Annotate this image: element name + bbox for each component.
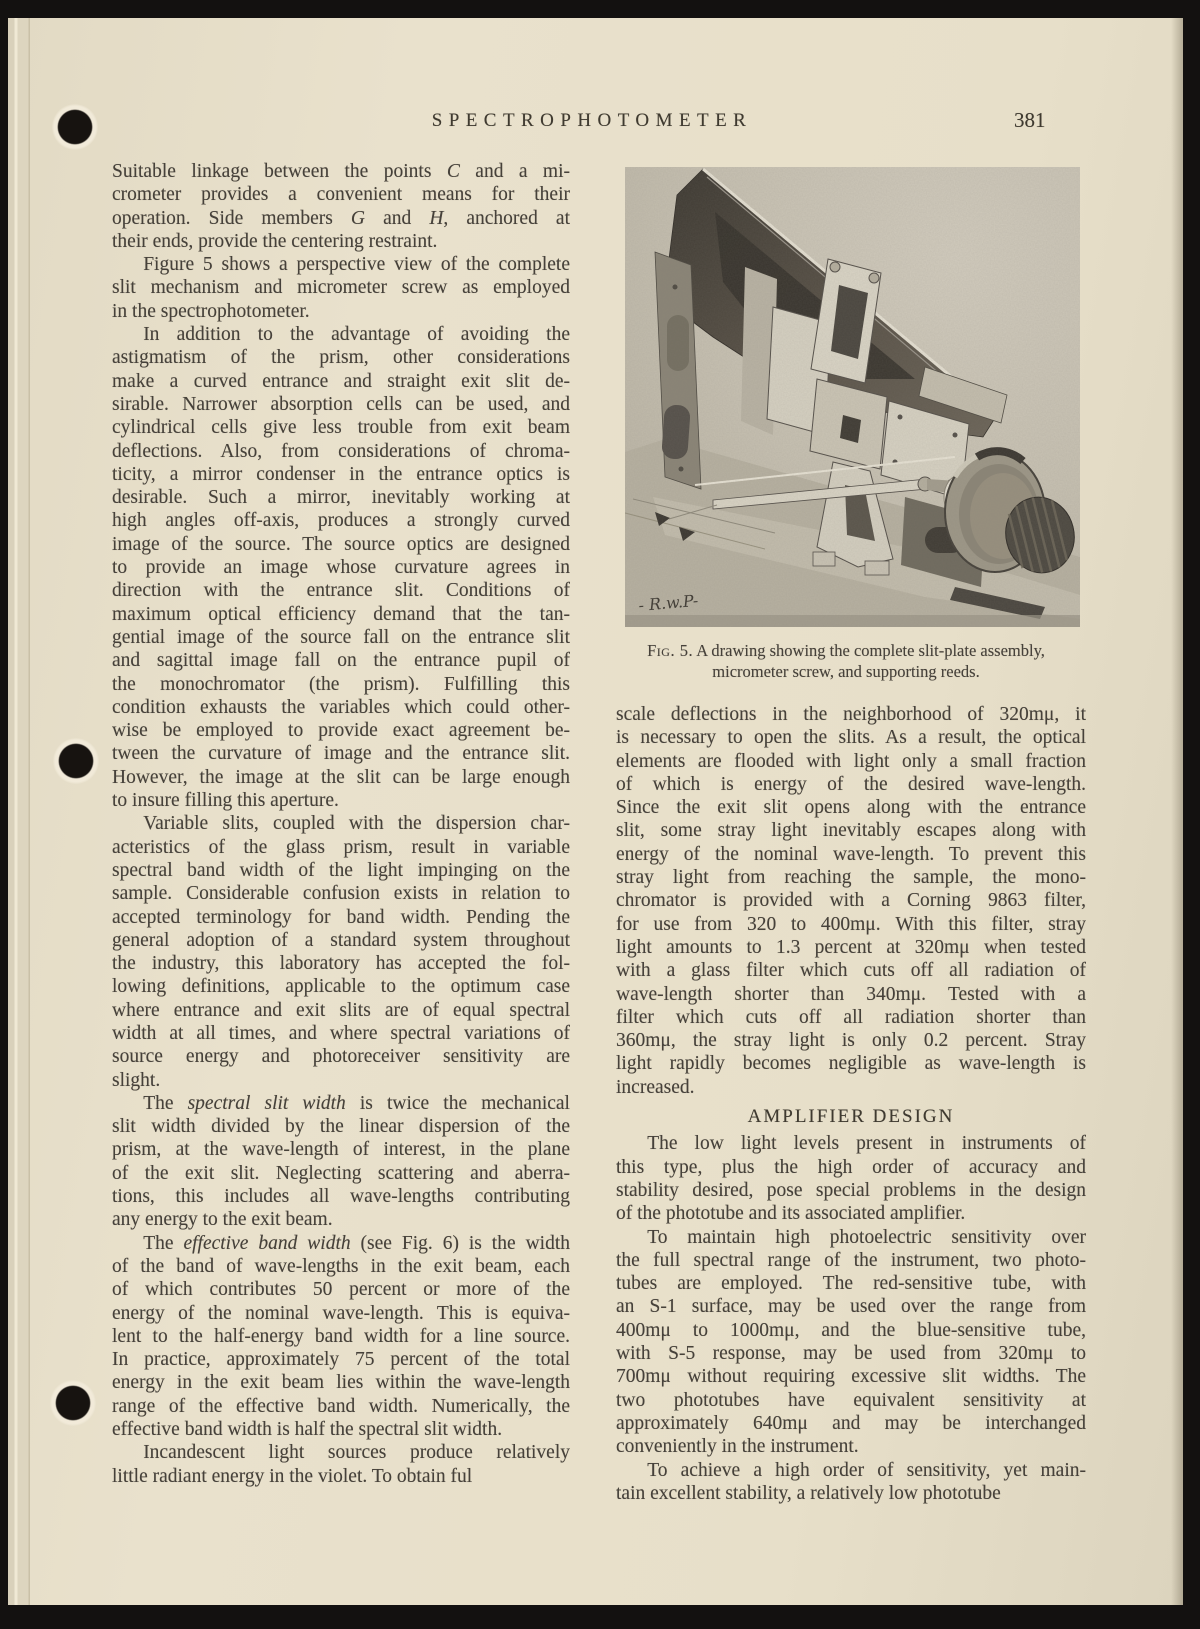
paragraph xyxy=(616,1459,1086,1506)
figure-illustration xyxy=(625,167,1080,627)
hole-punch xyxy=(50,1380,96,1426)
text-line: of the band of wave-lengths in the exit beam, each xyxy=(112,1255,570,1277)
text-line: tain excellent stability, a relatively low phototube xyxy=(616,1482,1001,1504)
text-line: scale deflections in the neighborhood of 320mμ, it xyxy=(616,704,1086,725)
text-line: gential image of the source fall on the entrance slit xyxy=(112,626,570,648)
paragraph xyxy=(112,323,570,812)
text-line: Variable slits, coupled with the dispersion char- xyxy=(143,813,570,835)
paragraph xyxy=(112,253,570,323)
text-line: In practice, approximately 75 percent of the total xyxy=(112,1349,570,1371)
text-line: 700mμ without requiring excessive slit widths. The xyxy=(616,1366,1086,1388)
text-line: width at all times, and where spectral variations of xyxy=(112,1022,570,1044)
text-line: accepted terminology for band width. Pending the xyxy=(112,906,570,928)
text-line: filter which cuts off all radiation shorter than xyxy=(616,1006,1086,1028)
text-line: range of the effective band width. Numerically, the xyxy=(112,1395,570,1417)
text-line: deflections. Also, from considerations of chroma- xyxy=(112,440,570,462)
paragraph xyxy=(112,1232,570,1442)
paragraph xyxy=(112,1441,570,1488)
text-line: cylindrical cells give less trouble from exit beam xyxy=(112,417,570,439)
text-line: crometer provides a convenient means for their xyxy=(112,184,570,206)
right-text-column xyxy=(616,703,1086,1505)
text-line: increased. xyxy=(616,1076,695,1098)
page-number: 381 xyxy=(1014,108,1046,132)
text-line: acteristics of the glass prism, result in variable xyxy=(112,836,570,858)
text-line: effective band width is half the spectral slit width. xyxy=(112,1419,503,1441)
text-line: the monochromator (the prism). Fulfilling this xyxy=(112,673,570,695)
text-line: general adoption of a standard system throughout xyxy=(112,929,570,951)
text-line: To achieve a high order of sensitivity, yet main- xyxy=(647,1459,1086,1481)
text-line: Incandescent light sources produce relatively xyxy=(143,1442,570,1464)
text-line: energy of the nominal wave-length. This is equiva- xyxy=(112,1302,570,1324)
text-line: elements are flooded with light only a small fraction xyxy=(616,750,1086,772)
text-line: In addition to the advantage of avoiding the xyxy=(143,324,570,346)
text-line: chromator is provided with a Corning 9863 filter, xyxy=(616,890,1086,912)
section-heading: AMPLIFIER DESIGN xyxy=(747,1106,955,1128)
text-line: the full spectral range of the instrument, two photo- xyxy=(616,1249,1086,1271)
text-line: light rapidly becomes negligible as wave-length is xyxy=(616,1053,1086,1075)
text-line: The effective band width (see Fig. 6) is the width xyxy=(143,1232,570,1254)
running-head-title: SPECTROPHOTOMETER xyxy=(431,110,753,131)
text-line: of which contributes 50 percent or more of the xyxy=(112,1279,570,1301)
scanned-page xyxy=(8,18,1183,1605)
text-line: light amounts to 1.3 percent at 320mμ when tested xyxy=(616,936,1086,958)
text-line: direction with the entrance slit. Conditions of xyxy=(112,580,570,602)
text-line: this type, plus the high order of accuracy and xyxy=(616,1156,1086,1178)
text-line: with S-5 response, may be used from 320mμ to xyxy=(616,1343,1086,1365)
text-line: with a glass filter which cuts off all radiation of xyxy=(616,960,1086,982)
text-line: is necessary to open the slits. As a result, the optical xyxy=(616,727,1086,749)
text-line: However, the image at the slit can be large enough xyxy=(112,766,570,788)
text-line: two phototubes have equivalent sensitivity at xyxy=(616,1389,1086,1411)
text-line: stray light from reaching the sample, the mono- xyxy=(616,867,1086,889)
text-line: tubes are employed. The red-sensitive tube, with xyxy=(616,1273,1086,1295)
text-line: spectral band width of the light impinging on the xyxy=(112,859,570,881)
text-line: prism, at the wave-length of interest, in the plane xyxy=(112,1139,570,1161)
text-line: wave-length shorter than 340mμ. Tested with a xyxy=(616,983,1086,1005)
text-line: little radiant energy in the violet. To obtain ful xyxy=(112,1465,473,1487)
figure-caption-line2: micrometer screw, and supporting reeds. xyxy=(712,662,980,681)
text-line: lent to the half-energy band width for a line source. xyxy=(112,1325,570,1347)
text-line: 400mμ to 1000mμ, and the blue-sensitive tube, xyxy=(616,1319,1086,1341)
text-line: Since the exit slit opens along with the entrance xyxy=(616,797,1086,819)
text-line: 360mμ, the stray light is only 0.2 percent. Stray xyxy=(616,1030,1086,1052)
hole-punch xyxy=(52,104,98,150)
figure-caption xyxy=(600,640,1092,682)
text-line: where entrance and exit slits are of equal spectral xyxy=(112,999,570,1021)
text-line: the industry, this laboratory has accepted the fol- xyxy=(112,953,570,975)
text-line: for use from 320 to 400mμ. With this filter, stray xyxy=(616,913,1086,935)
text-line: wise be employed to provide exact agreement be- xyxy=(112,720,570,742)
paragraph xyxy=(112,160,570,253)
text-line: operation. Side members G and H, anchored at xyxy=(112,207,570,229)
text-line: slit mechanism and micrometer screw as employed xyxy=(112,277,570,299)
text-line: image of the source. The source optics are designed xyxy=(112,533,570,555)
text-line: slit width divided by the linear dispersion of the xyxy=(112,1116,570,1138)
page-edge-shadow xyxy=(1171,18,1183,1605)
text-line: high angles off-axis, produces a strongly curved xyxy=(112,510,570,532)
text-line: astigmatism of the prism, other considerations xyxy=(112,347,570,369)
text-line: Suitable linkage between the points C and a mi- xyxy=(112,161,570,182)
text-line: slit, some stray light inevitably escapes along with xyxy=(616,820,1086,842)
binding-edge xyxy=(8,18,30,1605)
text-line: of which is energy of the desired wave-length. xyxy=(616,773,1086,795)
text-line: their ends, provide the centering restraint. xyxy=(112,230,438,252)
text-line: Figure 5 shows a perspective view of the complete xyxy=(143,254,570,276)
text-line: conveniently in the instrument. xyxy=(616,1436,859,1458)
hole-punch xyxy=(53,738,99,784)
text-line: condition exhausts the variables which could other- xyxy=(112,696,570,718)
text-line: any energy to the exit beam. xyxy=(112,1209,333,1231)
paragraph xyxy=(112,1092,570,1232)
text-line: energy of the nominal wave-length. To prevent this xyxy=(616,843,1086,865)
text-line: sirable. Narrower absorption cells can be used, and xyxy=(112,393,570,415)
left-text-column xyxy=(112,160,570,1488)
text-line: The low light levels present in instruments of xyxy=(647,1133,1086,1155)
paragraph xyxy=(616,703,1086,1099)
text-line: slight. xyxy=(112,1069,161,1091)
text-line: To maintain high photoelectric sensitivity over xyxy=(647,1226,1086,1248)
text-line: approximately 640mμ and may be interchanged xyxy=(616,1412,1086,1434)
text-line: ticity, a mirror condenser in the entrance optics is xyxy=(112,463,570,485)
figure-caption-line1: Fig. 5. A drawing showing the complete slit-plate assembly, xyxy=(647,641,1045,660)
text-line: tions, this includes all wave-lengths contributing xyxy=(112,1186,570,1208)
paragraph xyxy=(616,1226,1086,1459)
text-line: The spectral slit width is twice the mechanical xyxy=(143,1092,570,1114)
artist-signature: - R.w.P- xyxy=(637,590,699,615)
text-line: an S-1 surface, may be used over the range from xyxy=(616,1296,1086,1318)
text-line: to provide an image whose curvature agrees in xyxy=(112,557,570,579)
text-line: of the phototube and its associated amplifier. xyxy=(616,1203,966,1225)
text-line: maximum optical efficiency demand that the tan- xyxy=(112,603,570,625)
text-line: lowing definitions, applicable to the optimum case xyxy=(112,976,570,998)
slit-plate-drawing xyxy=(625,167,1080,627)
paragraph xyxy=(616,1132,1086,1225)
text-line: make a curved entrance and straight exit slit de- xyxy=(112,370,570,392)
text-line: source energy and photoreceiver sensitivity are xyxy=(112,1046,570,1068)
text-line: stability desired, pose special problems in the design xyxy=(616,1179,1086,1201)
text-line: to insure filling this aperture. xyxy=(112,790,339,812)
figure-label: Fig. 5. xyxy=(647,641,694,660)
text-line: desirable. Such a mirror, inevitably working at xyxy=(112,487,570,509)
paragraph xyxy=(112,812,570,1092)
text-line: in the spectrophotometer. xyxy=(112,300,310,322)
text-line: and sagittal image fall on the entrance pupil of xyxy=(112,650,570,672)
text-line: of the exit slit. Neglecting scattering and aberra- xyxy=(112,1162,570,1184)
text-line: energy in the exit beam lies within the wave-length xyxy=(112,1372,570,1394)
text-line: tween the curvature of image and the entrance slit. xyxy=(112,743,570,765)
text-line: sample. Considerable confusion exists in relation to xyxy=(112,883,570,905)
